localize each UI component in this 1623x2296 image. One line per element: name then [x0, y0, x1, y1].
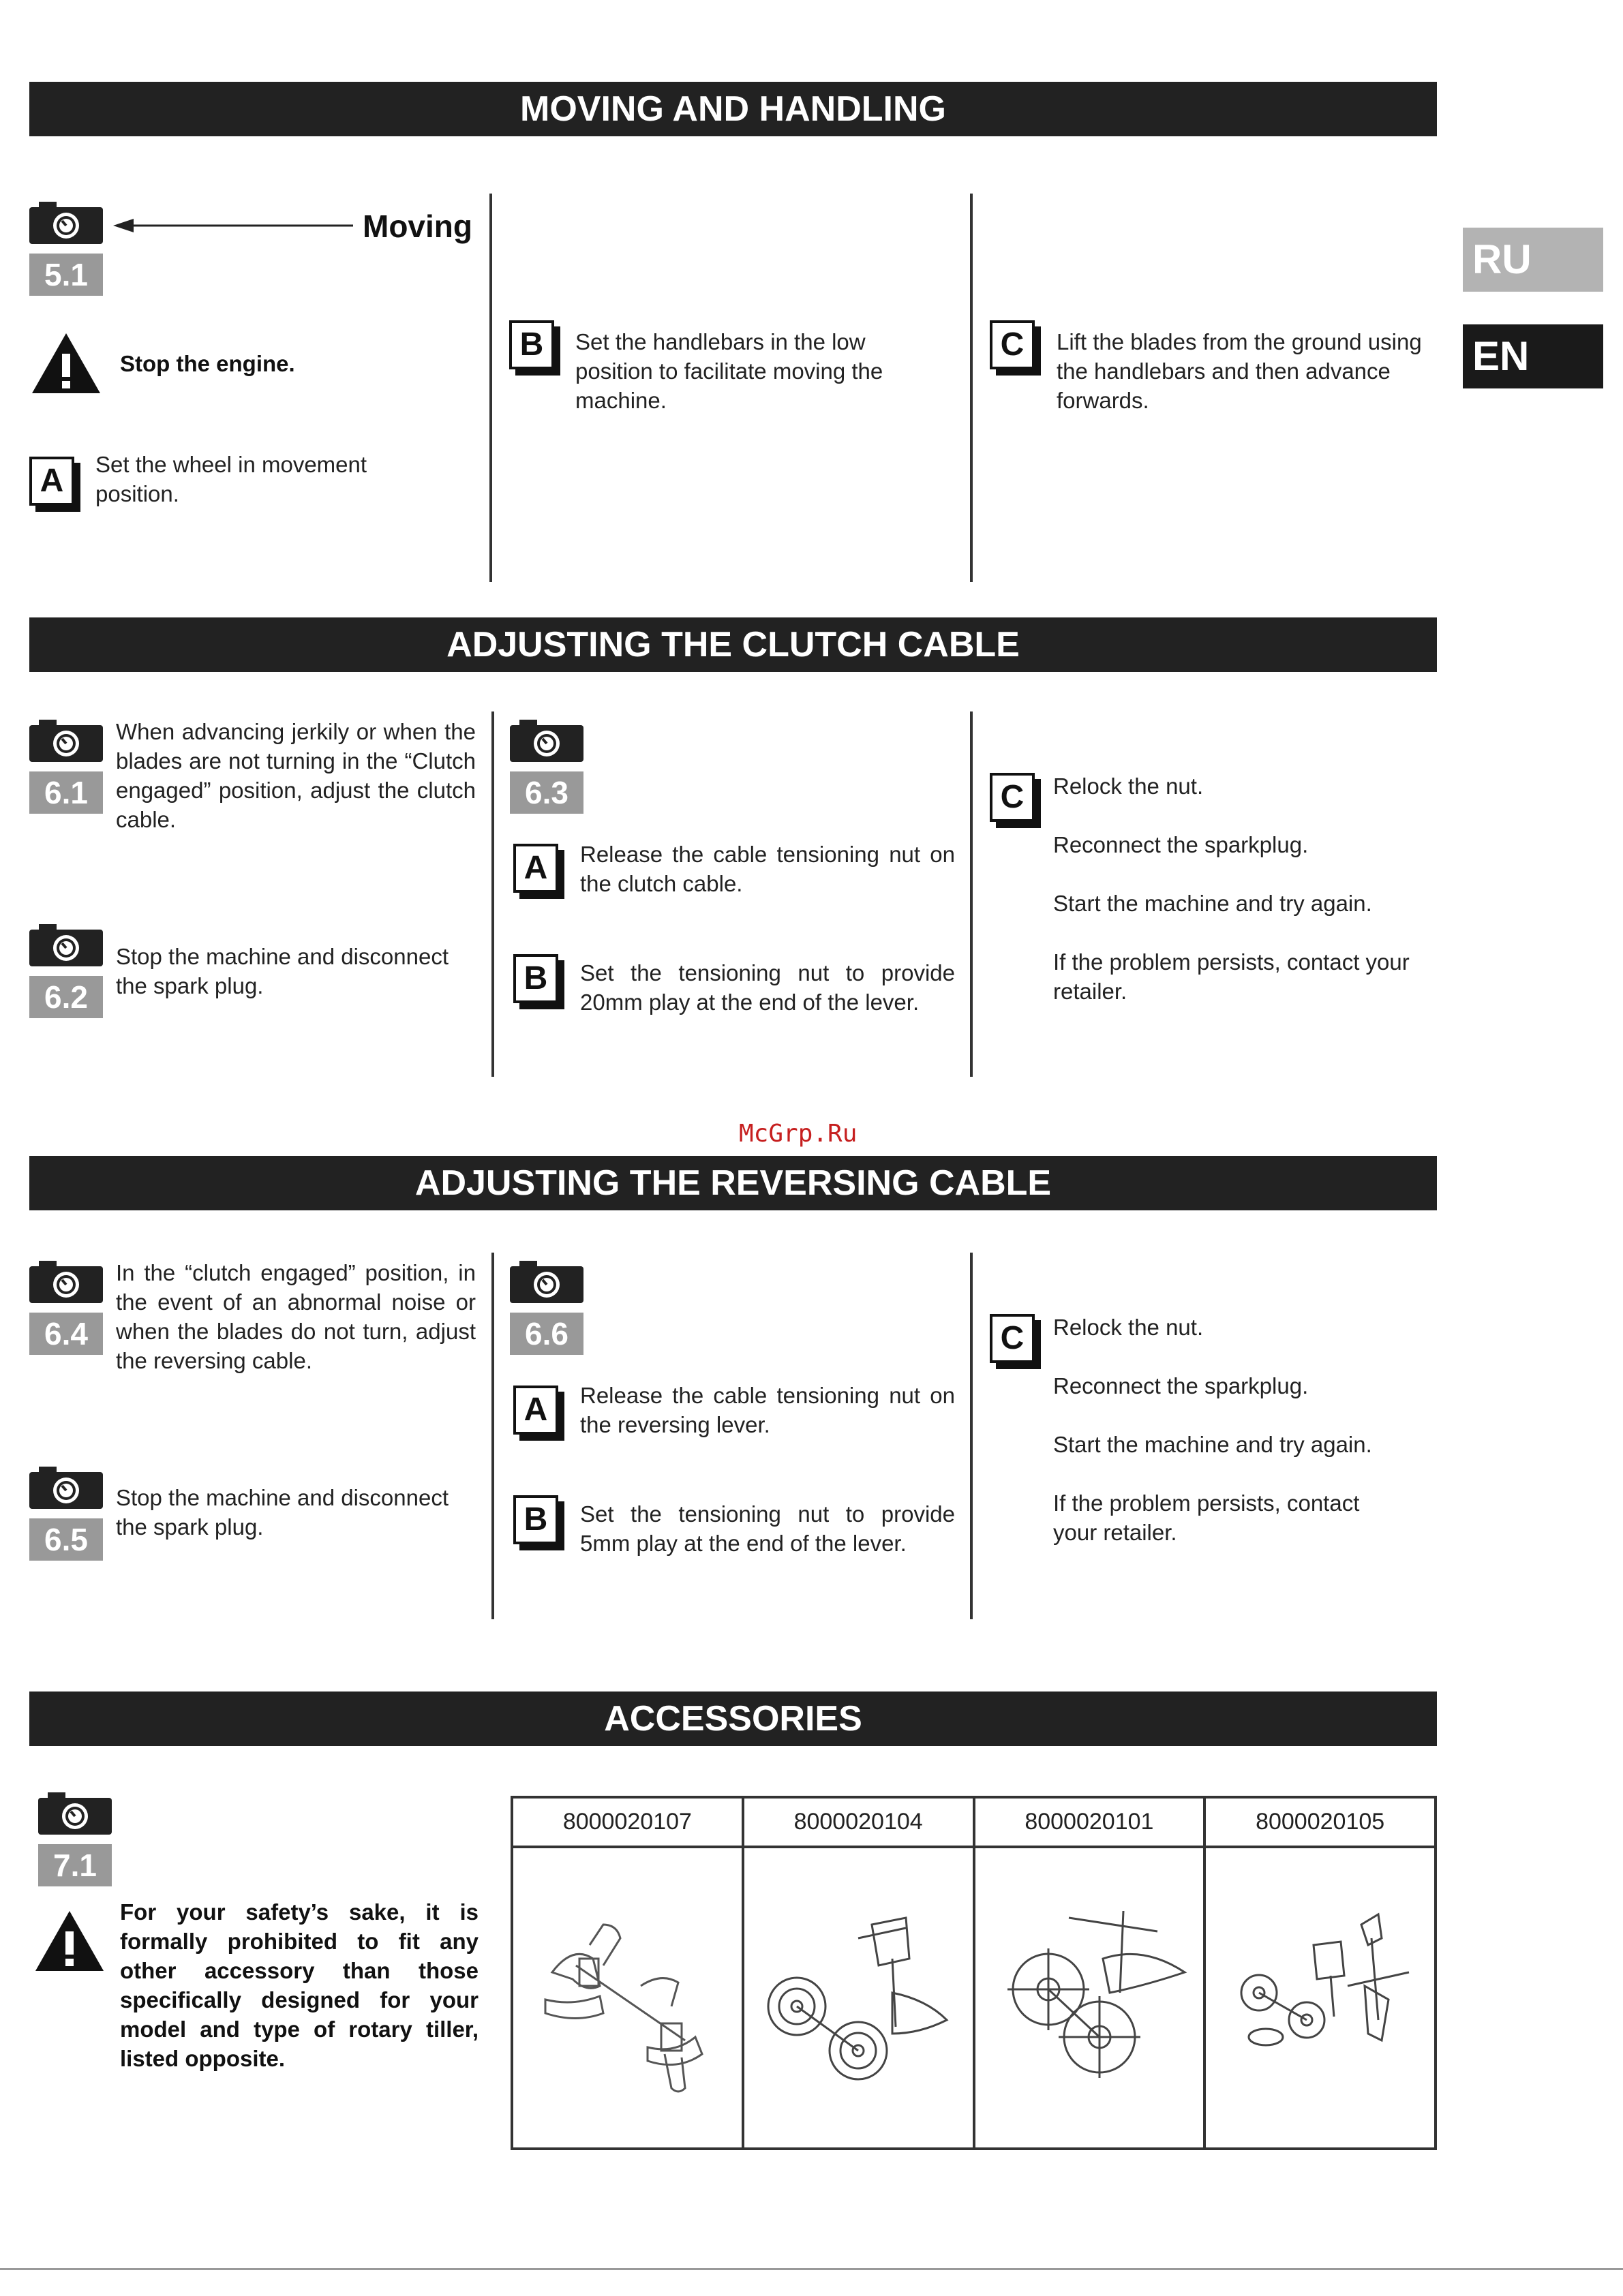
step-text-a: Release the cable tensioning nut on the reversing lever. [580, 1383, 955, 1437]
accessory-image-cell [743, 1847, 974, 2149]
accessory-image-cell [1204, 1847, 1436, 2149]
wheels-and-plough-illustration [756, 1884, 960, 2109]
accessory-code: 8000020101 [974, 1797, 1205, 1847]
camera-icon [29, 924, 103, 966]
column-divider [970, 711, 973, 1077]
accessory-image-cell [974, 1847, 1205, 2149]
step-label-b: B [509, 320, 554, 369]
arrow-left-icon [110, 215, 356, 236]
step-text-6-2: Stop the machine and disconnect the spark plug. [116, 944, 449, 998]
step-label-b: B [513, 954, 558, 1003]
tab-ru[interactable]: RU [1463, 228, 1603, 292]
step-text-6-5: Stop the machine and disconnect the spark plug. [116, 1485, 449, 1540]
step-number: 6.5 [29, 1518, 103, 1561]
step-text-c-2: Reconnect the sparkplug. [1053, 832, 1309, 857]
step-label-a: A [29, 457, 74, 506]
column-divider [970, 194, 973, 582]
accessory-code: 8000020104 [743, 1797, 974, 1847]
section-header-clutch: ADJUSTING THE CLUTCH CABLE [29, 617, 1437, 672]
figure-caption: Moving [363, 209, 472, 244]
step-label-c: C [990, 1314, 1035, 1363]
warning-text: Stop the engine. [120, 351, 295, 376]
step-number: 6.6 [510, 1313, 583, 1355]
accessories-table [511, 1796, 1437, 2150]
step-text-b: Set the handlebars in the low position to facilitate moving the machine. [575, 329, 883, 413]
step-text-6-1: When advancing jerkily or when the blades are not turning in the “Clutch engaged” position, adjust the clutch cable. [116, 719, 476, 832]
step-text-c-2: Reconnect the sparkplug. [1053, 1373, 1309, 1398]
section-header-reversing: ADJUSTING THE REVERSING CABLE [29, 1156, 1437, 1210]
step-text-c-1: Relock the nut. [1053, 774, 1204, 799]
step-label-c: C [990, 773, 1035, 822]
step-label-c: C [990, 320, 1035, 369]
step-number: 6.1 [29, 771, 103, 814]
step-text-c-3: Start the machine and try again. [1053, 1432, 1372, 1457]
step-label-b: B [513, 1495, 558, 1544]
step-text-b: Set the tensioning nut to provide 20mm play at the end of the lever. [580, 960, 955, 1015]
tiller-blades-illustration [525, 1884, 729, 2109]
small-wheels-and-hiller-illustration [1218, 1884, 1423, 2109]
wheels-and-ridger-illustration [987, 1884, 1192, 2109]
camera-icon [510, 1261, 583, 1303]
camera-icon [29, 1467, 103, 1509]
section-header-moving: MOVING AND HANDLING [29, 82, 1437, 136]
column-divider [489, 194, 492, 582]
step-text-b: Set the tensioning nut to provide 5mm play at the end of the lever. [580, 1501, 955, 1556]
step-text-c-1: Relock the nut. [1053, 1315, 1204, 1340]
page-bottom-rule [0, 2268, 1623, 2270]
section-header-accessories: ACCESSORIES [29, 1692, 1437, 1746]
camera-icon [29, 720, 103, 762]
camera-icon [29, 1261, 103, 1303]
accessory-code: 8000020105 [1204, 1797, 1436, 1847]
step-text-c-4: If the problem persists, contact your retailer. [1053, 1490, 1360, 1545]
warning-icon [33, 1908, 106, 1974]
step-label-a: A [513, 1386, 558, 1435]
step-text-a: Release the cable tensioning nut on the clutch cable. [580, 842, 955, 896]
step-number: 7.1 [38, 1844, 112, 1886]
camera-icon [38, 1792, 112, 1835]
step-number: 6.3 [510, 771, 583, 814]
watermark: McGrp.Ru [739, 1120, 858, 1148]
column-divider [970, 1253, 973, 1619]
warning-icon [29, 331, 103, 396]
tab-en[interactable]: EN [1463, 324, 1603, 388]
camera-icon [29, 202, 103, 244]
warning-text: For your safety’s sake, it is formally prohibited to fit any other accessory than those specifically designed for your model and type of rotary tiller, listed opposite. [120, 1899, 479, 2071]
step-label-a: A [513, 844, 558, 893]
column-divider [491, 1253, 494, 1619]
step-number: 6.4 [29, 1313, 103, 1355]
step-text-c-3: Start the machine and try again. [1053, 891, 1372, 916]
step-text-c-4: If the problem persists, contact your retailer. [1053, 949, 1410, 1004]
column-divider [491, 711, 494, 1077]
camera-icon [510, 720, 583, 762]
step-text-a: Set the wheel in movement position. [95, 452, 367, 506]
step-text-6-4: In the “clutch engaged” position, in the event of an abnormal noise or when the blades do not turn, adjust the reversing cable. [116, 1260, 476, 1373]
accessory-code: 8000020107 [512, 1797, 743, 1847]
step-text-c: Lift the blades from the ground using the handlebars and then advance forwards. [1057, 329, 1422, 413]
step-number: 6.2 [29, 976, 103, 1018]
step-number: 5.1 [29, 254, 103, 296]
accessory-image-cell [512, 1847, 743, 2149]
